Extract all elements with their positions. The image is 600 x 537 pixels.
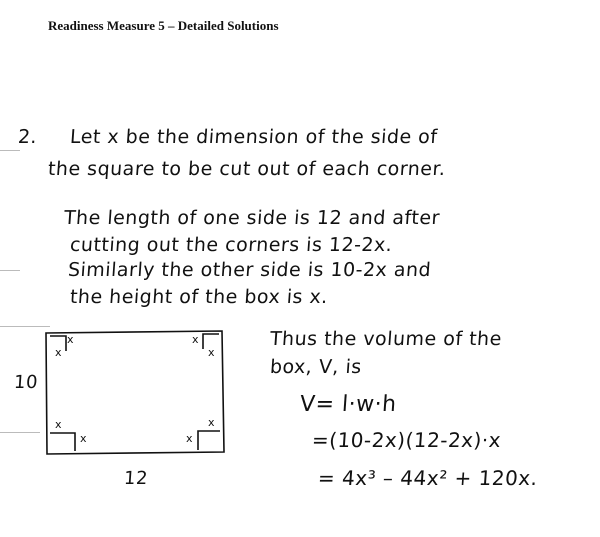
problem-line-3: The length of one side is 12 and after [63,207,441,229]
volume-formula: V= l·w·h [299,392,398,417]
problem-line-1: Let x be the dimension of the side of [69,126,439,148]
volume-result: = 4x³ – 44x² + 120x. [317,466,539,490]
bottom-length-label: 12 [123,468,149,489]
problem-number: 2. [17,126,38,148]
corner-label-br-bottom: x [186,432,193,445]
page-title: Readiness Measure 5 – Detailed Solutions [48,18,279,33]
corner-square-bottom-right [198,431,220,450]
problem-line-6: the height of the box is x. [69,286,329,308]
corner-label-tr-side: x [208,346,215,359]
corner-label-tl-side: x [55,346,62,359]
problem-line-5: Similarly the other side is 10-2x and [67,259,432,281]
corner-square-bottom-left [50,433,75,451]
volume-line-1: Thus the volume of the [269,328,503,350]
side-length-label: 10 [13,372,39,393]
volume-expansion: =(10-2x)(12-2x)·x [311,428,502,452]
corner-label-bl-bottom: x [80,432,87,445]
problem-line-4: cutting out the corners is 12-2x. [69,234,394,256]
problem-line-2: the square to be cut out of each corner. [47,158,447,180]
corner-label-tr-top: x [192,333,199,346]
corner-label-tl-top: x [67,333,74,346]
volume-line-2: box, V, is [269,356,363,378]
corner-label-br-side: x [208,416,215,429]
corner-label-bl-side: x [55,418,62,431]
